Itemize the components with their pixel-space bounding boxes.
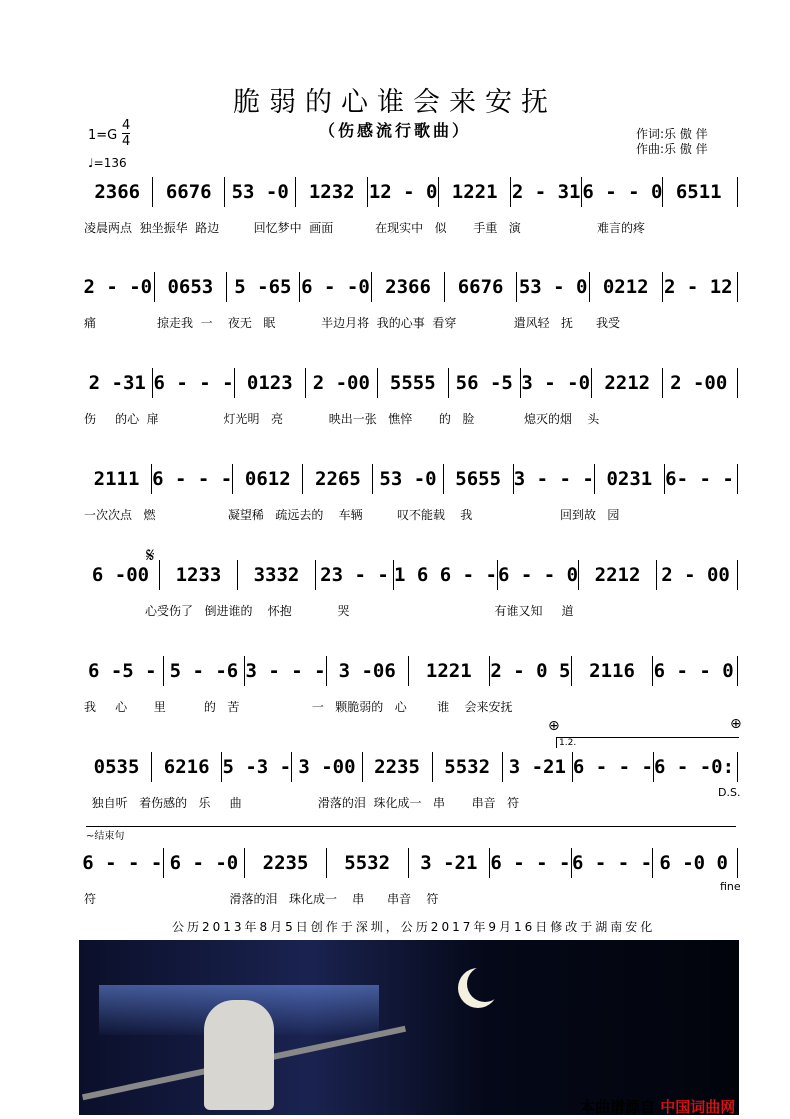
staff-line <box>82 846 738 880</box>
measure: 2 - 0 5 <box>489 656 571 686</box>
measure: 2212 <box>591 368 662 398</box>
song-title: 脆弱的心谁会来安抚 <box>233 87 557 118</box>
measure: 3 -06 <box>326 656 408 686</box>
measure: 6 - - - <box>572 752 653 782</box>
measure: 6 -5 - <box>87 660 157 682</box>
staff-line <box>82 175 738 209</box>
measure: 6676 <box>152 177 223 207</box>
measure: 1232 <box>295 177 366 207</box>
measure: 6 - -0 <box>163 848 245 878</box>
measure: 2366 <box>371 272 444 302</box>
key-signature: 1=G <box>88 128 118 143</box>
staff-line <box>82 558 738 592</box>
staff-line <box>82 750 738 784</box>
measure: 5532 <box>432 752 502 782</box>
barline-end <box>734 848 738 878</box>
barline-end <box>734 560 738 590</box>
source-site: 中国词曲网 <box>660 1098 736 1116</box>
measure: 5 -65 <box>226 272 299 302</box>
measure: 1221 <box>408 656 490 686</box>
measure: 6- - - <box>664 464 734 494</box>
measure: 53 -0 <box>372 464 442 494</box>
barline-end <box>734 368 738 398</box>
measure: 0231 <box>594 464 664 494</box>
footer-note: 公历2013年8月5日创作于深圳，公历2017年9月16日修改于湖南安化 <box>172 920 656 934</box>
measure: 0535 <box>93 756 140 778</box>
measure: 3332 <box>237 560 315 590</box>
measure: 6 - - - <box>571 848 653 878</box>
measure: 2235 <box>362 752 432 782</box>
time-signature-bottom: 4 <box>122 134 131 149</box>
staff-line <box>82 366 738 400</box>
measure: 2366 <box>94 181 141 203</box>
source-credit <box>580 1096 735 1117</box>
measure: 6 -0 0 <box>652 848 734 878</box>
lyric-line: 我 心 里 的 苦 一 颗脆弱的 心 谁 会来安抚 <box>84 700 513 714</box>
measure: 6 - -0 <box>299 272 372 302</box>
measure: 1 6 6 - - <box>393 560 497 590</box>
measure: 0612 <box>232 464 302 494</box>
measure: 6 - - - <box>82 852 163 874</box>
ds-marking: D.S. <box>718 786 741 799</box>
measure: 2235 <box>244 848 326 878</box>
measure: 23 - - <box>315 560 393 590</box>
measure: 6676 <box>444 272 517 302</box>
measure: 53 - 0 <box>516 272 589 302</box>
measure: 1233 <box>159 560 237 590</box>
lyric-line: 符 滑落的泪 珠化成一 串 串音 符 <box>84 892 439 906</box>
measure: 2 -31 <box>88 372 146 394</box>
measure: 0212 <box>589 272 662 302</box>
measure: 6 -00 <box>91 564 150 586</box>
measure: 1221 <box>438 177 509 207</box>
measure: 2 - -0 <box>83 276 153 298</box>
lyric-line: 独自听 着伤感的 乐 曲 滑落的泪 珠化成一 串 串音 符 <box>84 796 520 810</box>
barline-end <box>734 656 738 686</box>
measure: 6 - - - <box>151 464 232 494</box>
coda-mark-1: ⊕ <box>548 718 560 734</box>
measure: 2 - 00 <box>656 560 734 590</box>
barline-end <box>734 272 738 302</box>
barline-end <box>734 177 738 207</box>
measure: 2 -00 <box>305 368 376 398</box>
measure: 2116 <box>571 656 653 686</box>
measure: 6 - - 0 <box>652 656 734 686</box>
barline-end <box>734 752 738 782</box>
composer: 作曲:乐 傲 伴 <box>636 142 708 156</box>
time-signature <box>122 118 130 149</box>
staff-line <box>82 270 738 304</box>
night-photo <box>79 940 739 1115</box>
lyric-line: 伤 的心 扉 灯光明 亮 映出一张 憔悴 的 脸 熄灭的烟 头 <box>84 412 600 426</box>
measure: 6511 <box>662 177 733 207</box>
measure: 2 -00 <box>662 368 733 398</box>
volta-bracket: 1.2. <box>556 737 739 748</box>
credits <box>636 127 708 157</box>
coda-mark-2: ⊕ <box>730 716 742 732</box>
measure: 3 -21 <box>408 848 490 878</box>
time-signature-top: 4 <box>122 118 131 133</box>
ending-label: ~结束句 <box>86 826 736 842</box>
measure: 3 -00 <box>291 752 361 782</box>
segno-mark: 𝄋 <box>146 543 155 567</box>
measure: 3 - - - <box>513 464 594 494</box>
measure: 5555 <box>377 368 448 398</box>
measure: 6 - - - <box>152 368 233 398</box>
lyricist: 作词:乐 傲 伴 <box>636 127 708 141</box>
song-subtitle: （伤感流行歌曲） <box>318 121 471 140</box>
measure: 2265 <box>302 464 372 494</box>
fine-marking: fine <box>720 880 741 893</box>
staff-line <box>82 462 738 496</box>
lyric-line: 心受伤了 倒进谁的 怀抱 哭 有谁又知 道 <box>84 604 574 618</box>
measure: 6216 <box>151 752 221 782</box>
measure: 6 - - 0 <box>497 560 578 590</box>
measure: 3 - -0 <box>520 368 591 398</box>
measure: 53 -0 <box>224 177 295 207</box>
staff-line <box>82 654 738 688</box>
measure: 3 - - - <box>244 656 326 686</box>
lyric-line: 凌晨两点 独坐振华 路边 回忆梦中 画面 在现实中 似 手重 演 难言的疼 <box>84 221 646 235</box>
measure: 2 - 12 <box>662 272 735 302</box>
measure: 2 - 31 <box>510 177 581 207</box>
measure: 5655 <box>443 464 513 494</box>
measure: 6 - - - <box>489 848 571 878</box>
measure: 2212 <box>578 560 656 590</box>
measure: 6 - - 0 <box>581 177 662 207</box>
lyric-line: 一次次点 燃 凝望稀 疏远去的 车辆 叹不能载 我 回到故 园 <box>84 508 620 522</box>
barline-end <box>734 464 738 494</box>
person-figure <box>204 1000 274 1110</box>
moon-icon <box>467 966 503 1002</box>
measure: 6 - -0: <box>653 752 734 782</box>
measure: 0653 <box>154 272 227 302</box>
measure: 2111 <box>93 468 140 490</box>
measure: 5532 <box>326 848 408 878</box>
source-prefix: 本曲谱源自 <box>580 1098 656 1116</box>
lyric-line: 痛 掠走我 一 夜无 眠 半边月将 我的心事 看穿 遣风轻 抚 我受 <box>84 316 620 330</box>
measure: 5 -3 - <box>221 752 291 782</box>
measure: 56 -5 <box>448 368 519 398</box>
measure: 3 -21 <box>502 752 572 782</box>
measure: 12 - 0 <box>367 177 438 207</box>
measure: 0123 <box>234 368 305 398</box>
tempo-marking: ♩=136 <box>88 156 127 170</box>
measure: 5 - -6 <box>163 656 245 686</box>
